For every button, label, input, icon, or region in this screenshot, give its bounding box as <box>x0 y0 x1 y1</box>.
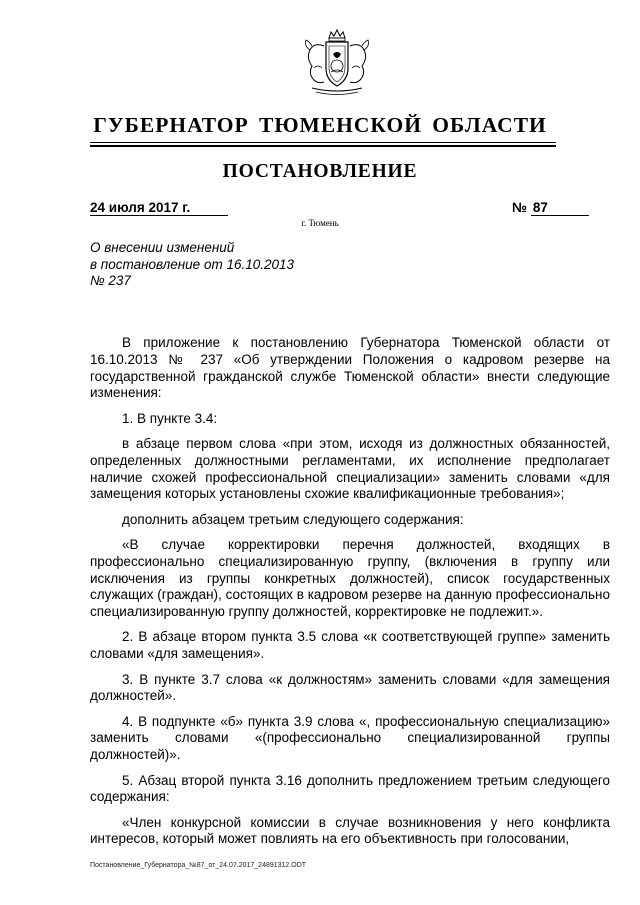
number-value: 87 <box>531 200 589 216</box>
header-rule-thin <box>90 142 556 143</box>
document-body <box>90 335 610 857</box>
date-underline <box>90 215 228 216</box>
city: г. Тюмень <box>301 218 339 228</box>
body-paragraph: «Член конкурсной комиссии в случае возникновения у него конфликта интересов, который может повлиять на его объективность при голосовании, <box>90 814 610 847</box>
document-type: ПОСТАНОВЛЕНИЕ <box>222 161 418 182</box>
number-label: № <box>512 200 528 215</box>
body-paragraph: 4. В подпункте «б» пункта 3.9 слова «, профессиональную специализацию» заменить словами «(профессионально специализированной группы должностей)». <box>90 713 610 763</box>
body-paragraph: 1. В пункте 3.4: <box>122 410 218 426</box>
body-paragraph: в абзаце первом слова «при этом, исходя из должностных обязанностей, определенных должностными регламентами, их исполнение предполагает наличие схожей профессиональной специализации» заменить словами «для замещения которых установлены схожие квалификационные требования»; <box>90 435 610 502</box>
coat-of-arms-emblem <box>296 28 378 98</box>
document-subject <box>90 240 294 290</box>
body-paragraph: В приложение к постановлению Губернатора Тюменской области от 16.10.2013 № 237 «Об утверждении Положения о кадровом резерве на государственной гражданской службе Тюменской области» внести следующие изменения: <box>90 335 610 401</box>
subject-line: О внесении изменений <box>90 240 235 255</box>
document-number <box>512 200 589 216</box>
authority-title: ГУБЕРНАТОР ТЮМЕНСКОЙ ОБЛАСТИ <box>93 113 547 137</box>
document-date: 24 июля 2017 г. <box>90 200 191 215</box>
subject-line: № 237 <box>90 273 131 288</box>
header-rule-thick <box>90 145 556 147</box>
body-paragraph: 5. Абзац второй пункта 3.16 дополнить предложением третьим следующего содержания: <box>90 772 610 805</box>
body-paragraph: дополнить абзацем третьим следующего содержания: <box>122 511 464 527</box>
body-paragraph: 3. В пункте 3.7 слова «к должностям» заменить словами «для замещения должностей». <box>90 671 610 704</box>
body-paragraph: 2. В абзаце втором пункта 3.5 слова «к соответствующей группе» заменить словами «для замещения». <box>90 629 610 662</box>
footer-filename: Постановление_Губернатора_№87_от_24.07.2017_24891312.ODT <box>90 862 307 869</box>
subject-line: в постановление от 16.10.2013 <box>90 256 295 272</box>
body-paragraph: «В случае корректировки перечня должностей, входящих в профессионально специализированную группу, (включения в группу или исключения из группы конкретных должностей), список государственных служащих (граждан), состоящих в кадровом резерве на данную профессионально специализированную группу должностей, корректировке не подлежит.». <box>90 536 610 620</box>
